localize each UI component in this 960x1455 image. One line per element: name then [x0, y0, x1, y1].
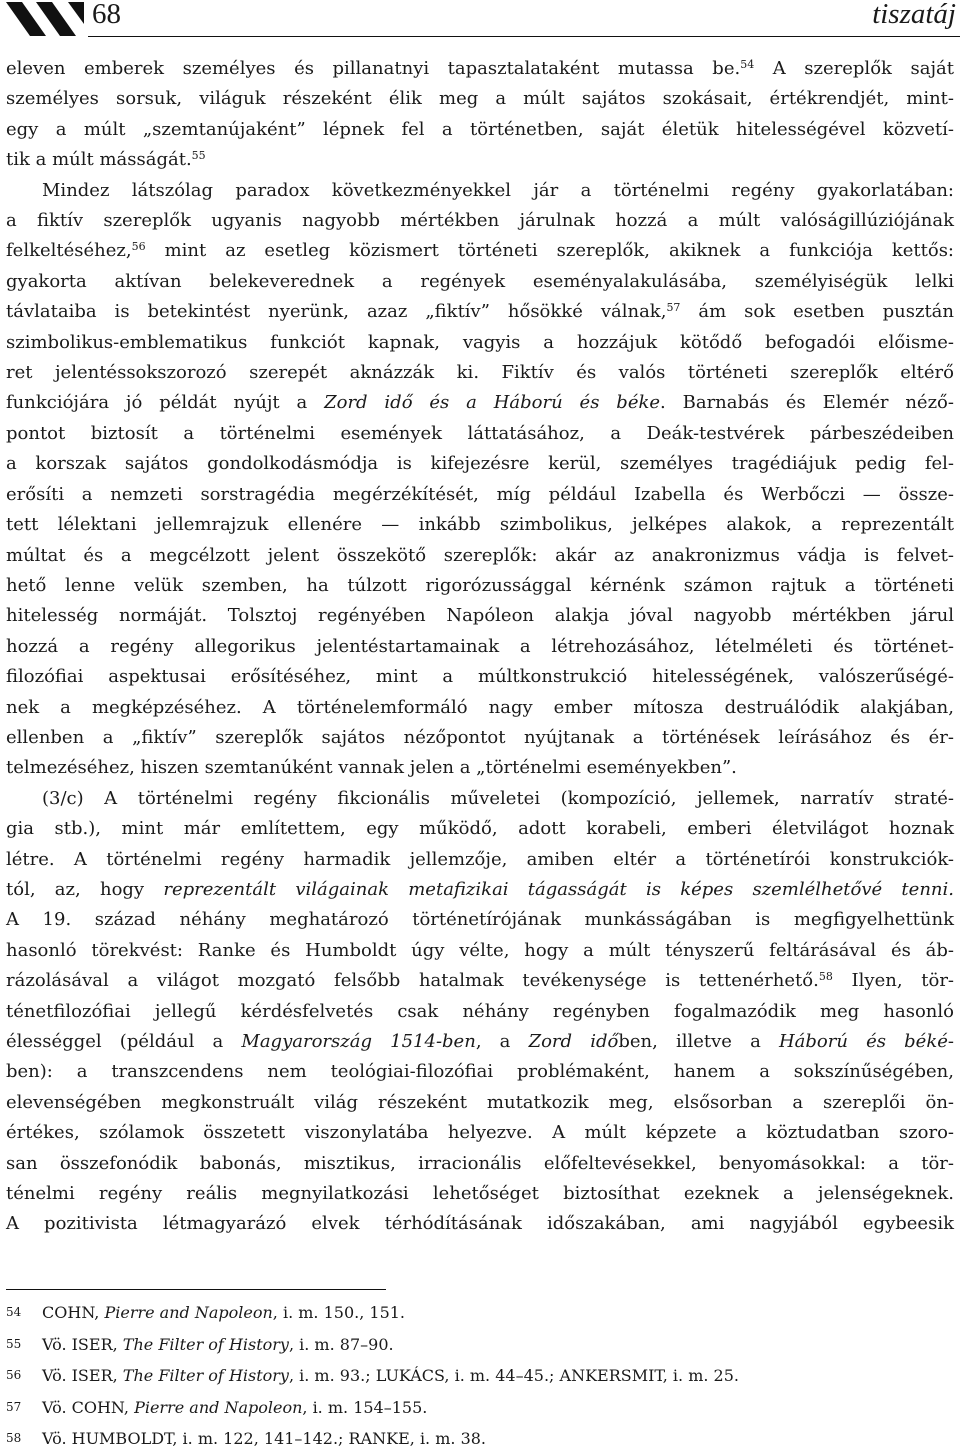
text-line: [6, 693, 954, 723]
text-run: tik a múlt másságát.: [6, 149, 192, 171]
text-run: Vö. COHN,: [42, 1397, 135, 1417]
text-run: személyes sorsuk, világuk részeként élik meg a múlt sajátos szokásait, értékrendjét, mint-: [6, 88, 954, 110]
text-line: [6, 449, 954, 479]
text-run: funkciójára jó példát nyújt a: [6, 392, 325, 414]
text-run: -: [947, 1031, 954, 1052]
text-line: [6, 601, 954, 631]
footnote-ref: 57: [666, 301, 681, 315]
text-run: , i. m. 154–155.: [302, 1397, 428, 1417]
footnote-number: 58: [6, 1431, 22, 1445]
text-line: [6, 115, 954, 145]
text-run: eleven emberek személyes és pillanatnyi tapasztalataként mutassa be.: [6, 58, 741, 79]
page-number: 68: [92, 0, 121, 30]
text-run: létre. A történelmi regény harmadik jellemzője, amiben eltér a történetírói konstrukciók-: [6, 848, 954, 870]
footnote-number: 55: [6, 1336, 22, 1351]
journal-title: tiszatáj: [872, 0, 956, 30]
text-line: [6, 84, 954, 114]
text-run: mint az esetleg közismert történeti szereplők, akiknek a funkciója kettős:: [145, 240, 954, 262]
text-line: [6, 753, 954, 783]
text-run: értékes, szólamok összetett viszonylatába helyezve. A múlt képzete a köztudatban szoro-: [6, 1122, 954, 1144]
italic-text: Háború és béké: [778, 1031, 948, 1052]
text-run: gyakorta aktívan belekeverednek a regények eseményalakulásába, személyiségük lelki: [6, 270, 954, 292]
italic-text: Magyarország 1514-ben: [241, 1031, 476, 1052]
footnotes: [6, 1297, 739, 1455]
text-line: [6, 1149, 954, 1179]
footnote-ref: 55: [191, 149, 206, 163]
italic-text: The Filter of History: [122, 1366, 289, 1385]
text-line: [6, 510, 954, 540]
text-run: ben, illetve a: [618, 1031, 779, 1052]
text-line: [6, 784, 954, 814]
italic-text: Zord idő: [528, 1031, 619, 1052]
text-run: a korszak sajátos gondolkodásmódja is kifejezésre kerül, személyes tragédiájuk pedig fel-: [6, 453, 954, 475]
text-run: ellenben a „fiktív” szereplők sajátos nézőpontot nyújtanak a történések leírásához és ér-: [6, 726, 954, 748]
text-run: felkeltéséhez,: [6, 240, 132, 262]
text-run: élességgel (például a: [6, 1031, 242, 1052]
footnote-number: 54: [6, 1305, 22, 1319]
text-run: (3/c) A történelmi regény fikcionális műveletei (kompozíció, jellemek, narratív straté-: [42, 787, 954, 809]
journal-logo-icon: [6, 2, 88, 36]
text-line: [6, 145, 954, 175]
text-run: san összefonódik babonás, misztikus, irracionális előfeltevésekkel, benyomásokkal: a tör-: [6, 1152, 954, 1174]
text-line: [6, 480, 954, 510]
footnote: [6, 1329, 739, 1361]
text-line: [6, 297, 954, 327]
text-line: [6, 388, 954, 418]
header-rule: [88, 36, 960, 37]
text-run: , i. m. 93.; LUKÁCS, i. m. 44–45.; ANKERSMIT, i. m. 25.: [288, 1366, 739, 1385]
italic-text: Pierre and Napoleon: [104, 1303, 273, 1322]
text-run: A szereplők saját: [754, 58, 954, 79]
text-run: Ilyen, tör-: [832, 970, 955, 992]
footnote-number: 56: [6, 1368, 22, 1382]
text-run: múltat és a megcélzott jelent összekötő szereplők: akár az anakronizmus vádja is felvet-: [6, 544, 954, 566]
text-run: Vö. ISER,: [42, 1366, 123, 1385]
text-run: tól, az, hogy: [6, 878, 164, 900]
body-text: [6, 54, 954, 1240]
text-line: [6, 1027, 954, 1057]
page-header: [0, 0, 960, 52]
text-run: erősíti a nemzeti sorstragédia megérzékítését, míg például Izabella és Werbőczi — össze-: [6, 483, 954, 505]
text-run: hasonló törekvést: Ranke és Humboldt úgy vélte, hogy a múlt tényszerű feltárásával és áb-: [6, 939, 954, 961]
text-line: [6, 1057, 954, 1087]
text-run: ben): a transzcendens nem teológiai-filozófiai problémaként, hanem a sokszínűségében,: [6, 1061, 954, 1083]
text-line: [6, 358, 954, 388]
footnote: [6, 1360, 739, 1392]
text-run: rázolásával a világot mozgató felsőbb hatalmak tevékenysége is tettenérhető.: [6, 970, 819, 992]
footnote: [6, 1392, 739, 1424]
text-run: hető lenne velük szemben, ha túlzott rigorózussággal kérnénk számon rajtuk a történeti: [6, 574, 954, 596]
text-line: [6, 966, 954, 996]
text-line: [6, 632, 954, 662]
text-line: [6, 1118, 954, 1148]
footnote-ref: 58: [818, 970, 833, 984]
text-run: szimbolikus-emblematikus funkciót kapnak, vagyis a hozzájuk kötődő befogadói előisme-: [6, 331, 954, 353]
footnote: [6, 1423, 739, 1455]
text-line: [6, 571, 954, 601]
text-line: [6, 419, 954, 449]
text-run: ám sok esetben pusztán: [680, 301, 954, 323]
text-line: [6, 875, 954, 905]
text-line: [6, 845, 954, 875]
text-run: telmezéséhez, hiszen szemtanúként vannak jelen a „történelmi eseményekben”.: [6, 757, 737, 779]
text-run: hozzá a regény allegorikus jelentéstartamainak a létrehozásához, lételméleti és történet-: [6, 635, 954, 657]
text-line: [6, 328, 954, 358]
text-run: filozófiai aspektusai erősítéséhez, mint a múltkonstrukció hitelességének, valószerűségé-: [6, 666, 954, 688]
text-run: Vö. HUMBOLDT, i. m. 122, 141–142.; RANKE, i. m. 38.: [42, 1429, 487, 1448]
footnote-ref: 54: [740, 58, 755, 71]
text-line: [6, 236, 954, 266]
text-run: a fiktív szereplők ugyanis nagyobb mértékben járulnak hozzá a múlt valóságillúziójának: [6, 210, 954, 232]
text-run: ténelmi regény reális megnyilatkozási lehetőséget biztosíthat ezeknek a jelenségeknek.: [6, 1183, 954, 1205]
text-run: ret jelentéssokszorozó szerepét aknázzák ki. Fiktív és valós történeti szereplők eltérő: [6, 362, 954, 384]
text-line: [6, 1088, 954, 1118]
text-run: , a: [475, 1031, 529, 1052]
text-run: A 19. század néhány meghatározó történetírójának munkásságában is megfigyelhettünk: [6, 909, 954, 931]
text-run: elevenségében megkonstruált világ részeként mutatkozik meg, elsősorban a szereplői ön-: [6, 1091, 954, 1113]
text-line: [6, 723, 954, 753]
italic-text: reprezentált világainak metafizikai tágasságát is képes szemlélhetővé tenni.: [163, 878, 954, 900]
text-line: [6, 997, 954, 1027]
text-run: , i. m. 150., 151.: [272, 1303, 406, 1322]
text-run: , i. m. 87–90.: [288, 1334, 394, 1354]
text-run: A pozitivista létmagyarázó elvek térhódításának időszakában, ami nagyjából egybeesik: [6, 1213, 954, 1235]
text-line: [6, 267, 954, 297]
text-run: távlataiba is betekintést nyerünk, azaz „fiktív” hősökké válnak,: [6, 301, 667, 323]
footnote: [6, 1297, 739, 1329]
text-line: [6, 936, 954, 966]
text-line: [6, 206, 954, 236]
text-line: [6, 905, 954, 935]
text-line: [6, 662, 954, 692]
text-run: egy a múlt „szemtanújaként” lépnek fel a történetben, saját életük hitelességével közvetí-: [6, 118, 954, 140]
footnote-separator: [6, 1289, 386, 1290]
text-run: Mindez látszólag paradox következményekkel jár a történelmi regény gyakorlatában:: [42, 179, 954, 201]
footnote-ref: 56: [131, 240, 146, 254]
italic-text: Zord idő és a Háború és béke: [324, 392, 661, 414]
text-run: nek a megképzéséhez. A történelemformáló nagy ember mítosza destruálódik alakjában,: [6, 696, 954, 718]
text-line: [6, 814, 954, 844]
footnote-number: 57: [6, 1399, 22, 1414]
text-run: gia stb.), mint már említettem, egy működő, adott korabeli, emberi életvilágot hoznak: [6, 818, 954, 840]
text-run: hitelesség normáját. Tolsztoj regényében Napóleon alakja jóval nagyobb mértékben járul: [6, 605, 954, 627]
text-line: [6, 1179, 954, 1209]
text-run: pontot biztosít a történelmi események láttatásához, a Deák-testvérek párbeszédeiben: [6, 422, 954, 444]
text-run: ténetfilozófiai jellegű kérdésfelvetés csak néhány regényben fogalmazódik meg hasonló: [6, 1000, 954, 1022]
text-run: . Barnabás és Elemér néző-: [660, 392, 954, 414]
text-run: tett lélektani jellemrajzuk ellenére — inkább szimbolikus, jelképes alakok, a reprezentált: [6, 514, 954, 536]
text-line: [6, 1209, 954, 1239]
text-line: [6, 176, 954, 206]
italic-text: The Filter of History: [122, 1334, 289, 1354]
text-run: COHN,: [42, 1303, 105, 1322]
text-run: Vö. ISER,: [42, 1334, 123, 1354]
text-line: [6, 54, 954, 84]
italic-text: Pierre and Napoleon: [134, 1397, 303, 1417]
text-line: [6, 541, 954, 571]
